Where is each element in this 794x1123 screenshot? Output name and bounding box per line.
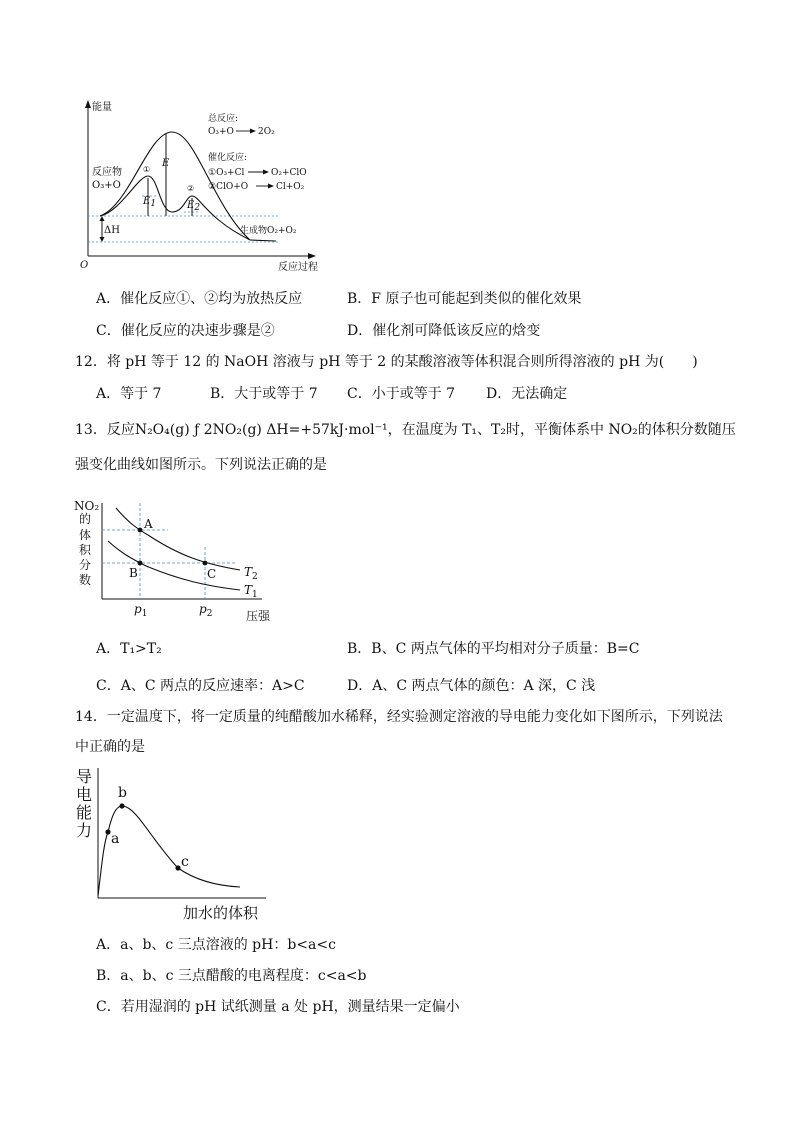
water-volume-axis-label: 加水的体积 <box>183 904 259 922</box>
y-axis-label-3: 体 <box>79 528 92 542</box>
reactant-formula: O₃+O <box>92 180 121 191</box>
product-label: 生成物O₂+O₂ <box>240 226 297 236</box>
q12-option-b: B．大于或等于 7 <box>210 386 318 402</box>
y-axis-label-5: 分 <box>79 558 92 572</box>
p1-label: $p_1$ <box>134 602 148 619</box>
catalytic-step2-right: Cl+O₂ <box>276 182 305 192</box>
q11-option-b: B．F 原子也可能起到类似的催化效果 <box>347 291 582 307</box>
point-b-label: b <box>118 785 127 801</box>
y-axis-label-2: 电 <box>76 785 93 804</box>
y-axis-label-4: 积 <box>79 543 92 557</box>
y-axis-label-1: NO₂ <box>74 499 100 513</box>
q11-option-c: C．催化反应的决速步骤是② <box>96 323 275 339</box>
point-a-label: A <box>144 517 153 531</box>
y-axis-label-3: 能 <box>76 803 93 822</box>
conductivity-curve <box>98 806 240 896</box>
point-c-label: C <box>207 567 217 581</box>
delta-h-label: ΔH <box>104 225 120 236</box>
q12-option-d: D．无法确定 <box>486 386 568 402</box>
q12-option-a: A．等于 7 <box>96 386 162 402</box>
q13-option-c: C．A、C 两点的反应速率：A>C <box>96 678 305 694</box>
q12-stem: 12．将 pH 等于 12 的 NaOH 溶液与 pH 等于 2 的某酸溶液等体积混合则所得溶液的 pH 为( ) <box>75 354 698 370</box>
e2-label: E2 <box>187 200 201 213</box>
y-axis-label-4: 力 <box>76 821 93 840</box>
pressure-axis-label: 压强 <box>246 609 271 623</box>
catalytic-step1-left: ①O₃+Cl <box>208 168 245 178</box>
q13-stem-line1: 13．反应N₂O₄(g) ƒ 2NO₂(g) ΔH=+57kJ·mol⁻¹，在温度为 T₁、T₂时，平衡体系中 NO₂的体积分数随压 <box>75 422 736 438</box>
q13-option-d: D．A、C 两点气体的颜色：A 深，C 浅 <box>347 678 596 694</box>
point-b-label: B <box>129 566 138 580</box>
q13-option-a: A．T₁>T₂ <box>96 641 162 657</box>
process-axis-label: 反应过程 <box>278 262 318 273</box>
q14-option-a: A．a、b、c 三点溶液的 pH：b<a<c <box>96 937 336 953</box>
point-c <box>175 865 180 870</box>
point-c-label: c <box>181 854 189 870</box>
q11-option-d: D．催化剂可降低该反应的焓变 <box>347 323 541 339</box>
q12-option-c: C．小于或等于 7 <box>347 386 456 402</box>
step1-peak-mark: ① <box>143 165 151 174</box>
y-axis-label-1: 导 <box>76 767 93 786</box>
point-b <box>119 803 124 808</box>
y-axis-label-2: 的 <box>79 512 92 526</box>
catalytic-step1-right: O₂+ClO <box>271 168 307 178</box>
step2-peak-mark: ② <box>187 184 195 193</box>
origin-label: O <box>80 260 89 271</box>
catalytic-step2-left: ②ClO+O <box>208 182 249 192</box>
total-reaction-title: 总反应: <box>208 114 239 124</box>
point-a-label: a <box>111 831 120 847</box>
e1-label: E1 <box>143 196 157 209</box>
q11-option-a: A．催化反应①、②均为放热反应 <box>96 291 303 307</box>
energy-axis-label: 能量 <box>92 102 112 113</box>
catalytic-title: 催化反应: <box>208 153 248 163</box>
q13-stem-line2: 强变化曲线如图所示。下列说法正确的是 <box>75 457 327 473</box>
point-a <box>105 829 110 834</box>
q14-option-b: B．a、b、c 三点醋酸的电离程度：c<a<b <box>96 968 367 984</box>
reactant-label: 反应物 <box>92 167 122 178</box>
q13-option-b: B．B、C 两点气体的平均相对分子质量：B=C <box>347 641 640 657</box>
q14-stem-line1: 14．一定温度下，将一定质量的纯醋酸加水稀释，经实验测定溶液的导电能力变化如下图所示，下列说法 <box>75 709 723 725</box>
q14-option-c: C．若用湿润的 pH 试纸测量 a 处 pH，测量结果一定偏小 <box>96 999 460 1015</box>
e-label: E <box>162 158 170 169</box>
q14-stem-line2: 中正确的是 <box>75 739 145 755</box>
total-reaction-left: O₃+O <box>208 127 234 137</box>
total-reaction-right: 2O₂ <box>258 127 275 137</box>
t2-label: $T_2$ <box>244 565 258 582</box>
y-axis-label-6: 数 <box>79 573 92 587</box>
p2-label: $p_2$ <box>199 602 213 619</box>
t1-label: $T_1$ <box>244 583 258 600</box>
